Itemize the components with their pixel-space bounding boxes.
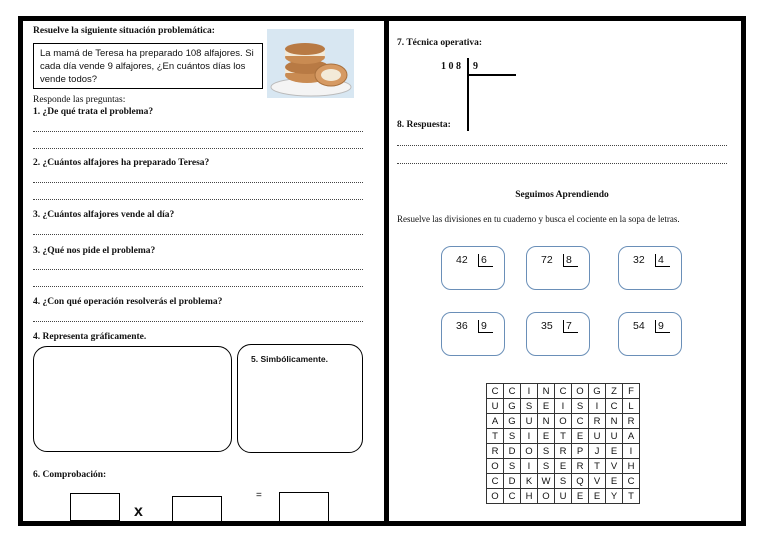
divisor-value: 6 bbox=[478, 254, 493, 267]
question-5: 5. Simbólicamente. bbox=[251, 354, 328, 364]
word-search-cell[interactable]: I bbox=[521, 429, 538, 444]
answer-line[interactable] bbox=[33, 199, 363, 200]
word-search-cell[interactable]: F bbox=[623, 384, 640, 399]
dividend-value: 54 bbox=[633, 320, 645, 332]
page-divider bbox=[384, 16, 389, 526]
word-search-cell[interactable]: Y bbox=[606, 489, 623, 504]
word-search-cell[interactable]: V bbox=[606, 459, 623, 474]
alfajores-image bbox=[267, 29, 354, 98]
question-4b: 4. Representa gráficamente. bbox=[33, 332, 147, 342]
equals-sign: = bbox=[256, 490, 262, 501]
word-search-cell[interactable]: G bbox=[504, 414, 521, 429]
answer-line[interactable] bbox=[33, 234, 363, 235]
question-2: 2. ¿Cuántos alfajores ha preparado Teresa? bbox=[33, 158, 210, 168]
word-search-cell[interactable]: J bbox=[589, 444, 606, 459]
divisor-value: 9 bbox=[478, 320, 493, 333]
question-6: 6. Comprobación: bbox=[33, 470, 107, 480]
word-search-cell[interactable]: T bbox=[487, 429, 504, 444]
answer-intro: Responde las preguntas: bbox=[33, 95, 126, 105]
word-search-row bbox=[487, 474, 640, 489]
dividend-value: 36 bbox=[456, 320, 468, 332]
word-search-cell[interactable]: C bbox=[623, 474, 640, 489]
answer-line[interactable] bbox=[397, 163, 727, 164]
word-search-row bbox=[487, 429, 640, 444]
word-search-cell[interactable]: H bbox=[623, 459, 640, 474]
word-search-row bbox=[487, 444, 640, 459]
division-card[interactable] bbox=[618, 246, 682, 290]
word-search-cell[interactable]: C bbox=[504, 489, 521, 504]
word-search-row bbox=[487, 399, 640, 414]
word-search-cell[interactable]: R bbox=[487, 444, 504, 459]
instruction: Resuelve las divisiones en tu cuaderno y busca el cociente en la sopa de letras. bbox=[397, 214, 680, 224]
word-search-cell[interactable]: E bbox=[589, 489, 606, 504]
word-search-cell[interactable]: U bbox=[606, 429, 623, 444]
word-search-cell[interactable]: E bbox=[572, 429, 589, 444]
word-search-row bbox=[487, 459, 640, 474]
question-3b: 3. ¿Qué nos pide el problema? bbox=[33, 246, 156, 256]
question-1: 1. ¿De qué trata el problema? bbox=[33, 107, 154, 117]
question-7: 7. Técnica operativa: bbox=[397, 38, 483, 48]
answer-line[interactable] bbox=[33, 269, 363, 270]
word-search-cell[interactable]: S bbox=[504, 429, 521, 444]
word-search-cell[interactable]: P bbox=[572, 444, 589, 459]
division-card[interactable] bbox=[441, 246, 505, 290]
answer-line[interactable] bbox=[33, 131, 363, 132]
check-box-1[interactable] bbox=[70, 493, 120, 521]
word-search-cell[interactable]: I bbox=[521, 459, 538, 474]
word-search-cell[interactable]: U bbox=[589, 429, 606, 444]
word-search-cell[interactable]: E bbox=[572, 489, 589, 504]
dividend-value: 42 bbox=[456, 254, 468, 266]
word-search-cell[interactable]: D bbox=[504, 444, 521, 459]
word-search-row bbox=[487, 384, 640, 399]
word-search-cell[interactable]: Z bbox=[606, 384, 623, 399]
answer-line[interactable] bbox=[397, 145, 727, 146]
word-search-cell[interactable]: O bbox=[538, 489, 555, 504]
word-search-cell[interactable]: S bbox=[521, 399, 538, 414]
word-search-cell[interactable]: U bbox=[521, 414, 538, 429]
word-search-cell[interactable]: G bbox=[504, 399, 521, 414]
word-search-cell[interactable]: U bbox=[555, 489, 572, 504]
word-search-cell[interactable]: I bbox=[589, 399, 606, 414]
divisor-value: 9 bbox=[655, 320, 670, 333]
division-card[interactable] bbox=[618, 312, 682, 356]
word-search-cell[interactable]: N bbox=[538, 384, 555, 399]
answer-line[interactable] bbox=[33, 148, 363, 149]
word-search-cell[interactable]: C bbox=[504, 384, 521, 399]
dividend-value: 72 bbox=[541, 254, 553, 266]
word-search-cell[interactable]: T bbox=[589, 459, 606, 474]
division-bracket-horizontal bbox=[468, 74, 516, 76]
word-search-cell[interactable]: E bbox=[538, 399, 555, 414]
word-search-cell[interactable]: O bbox=[521, 444, 538, 459]
word-search-cell[interactable]: H bbox=[521, 489, 538, 504]
question-4a: 4. ¿Con qué operación resolverás el problema? bbox=[33, 297, 223, 307]
times-sign: x bbox=[134, 503, 143, 520]
word-search-cell[interactable]: C bbox=[606, 399, 623, 414]
word-search-row bbox=[487, 489, 640, 504]
divisor-value: 8 bbox=[563, 254, 578, 267]
word-search-grid[interactable] bbox=[486, 383, 640, 504]
word-search-cell[interactable]: O bbox=[487, 489, 504, 504]
word-search-cell[interactable]: E bbox=[538, 429, 555, 444]
symbolic-answer-box[interactable] bbox=[237, 344, 363, 453]
answer-line[interactable] bbox=[33, 182, 363, 183]
problem-text: La mamá de Teresa ha preparado 108 alfajores. Si cada día vende 9 alfajores, ¿En cuántos días los vende todos? bbox=[40, 48, 254, 85]
divisor-value: 7 bbox=[563, 320, 578, 333]
word-search-row bbox=[487, 414, 640, 429]
word-search-cell[interactable]: S bbox=[504, 459, 521, 474]
divisor-value: 4 bbox=[655, 254, 670, 267]
check-box-2[interactable] bbox=[172, 496, 222, 524]
division-bracket-vertical bbox=[467, 58, 469, 131]
answer-line[interactable] bbox=[33, 286, 363, 287]
word-search-cell[interactable]: C bbox=[487, 384, 504, 399]
word-search-cell[interactable]: K bbox=[521, 474, 538, 489]
word-search-cell[interactable]: E bbox=[606, 474, 623, 489]
division-card[interactable] bbox=[441, 312, 505, 356]
word-search-cell[interactable]: R bbox=[555, 444, 572, 459]
word-search-cell[interactable]: N bbox=[538, 414, 555, 429]
word-search-cell[interactable]: C bbox=[572, 414, 589, 429]
graphic-answer-box[interactable] bbox=[33, 346, 232, 452]
question-3a: 3. ¿Cuántos alfajores vende al día? bbox=[33, 210, 175, 220]
word-search-cell[interactable]: A bbox=[623, 429, 640, 444]
word-search-cell[interactable]: L bbox=[623, 399, 640, 414]
word-search-cell[interactable]: E bbox=[606, 444, 623, 459]
word-search-cell[interactable]: E bbox=[555, 459, 572, 474]
word-search-cell[interactable]: N bbox=[606, 414, 623, 429]
left-heading: Resuelve la siguiente situación problemática: bbox=[33, 26, 215, 36]
word-search-cell[interactable]: S bbox=[555, 474, 572, 489]
word-search-cell[interactable]: G bbox=[589, 384, 606, 399]
word-search-cell[interactable]: I bbox=[521, 384, 538, 399]
word-search-cell[interactable]: I bbox=[555, 399, 572, 414]
divisor: 9 bbox=[473, 61, 478, 72]
word-search-cell[interactable]: D bbox=[504, 474, 521, 489]
word-search-cell[interactable]: S bbox=[538, 459, 555, 474]
dividend-value: 35 bbox=[541, 320, 553, 332]
word-search-cell[interactable]: O bbox=[487, 459, 504, 474]
word-search-cell[interactable]: A bbox=[487, 414, 504, 429]
word-search-cell[interactable]: O bbox=[572, 384, 589, 399]
division-card[interactable] bbox=[526, 246, 590, 290]
word-search-cell[interactable]: C bbox=[487, 474, 504, 489]
word-search-cell[interactable]: C bbox=[555, 384, 572, 399]
word-search-cell[interactable]: R bbox=[589, 414, 606, 429]
dividend: 1 0 8 bbox=[441, 61, 461, 72]
word-search-cell[interactable]: R bbox=[623, 414, 640, 429]
question-8: 8. Respuesta: bbox=[397, 120, 451, 130]
word-search-cell[interactable]: V bbox=[589, 474, 606, 489]
check-box-3[interactable] bbox=[279, 492, 329, 522]
word-search-cell[interactable]: I bbox=[623, 444, 640, 459]
word-search-cell[interactable]: S bbox=[572, 399, 589, 414]
section-title: Seguimos Aprendiendo bbox=[515, 190, 609, 200]
word-search-cell[interactable]: U bbox=[487, 399, 504, 414]
word-search-cell[interactable]: T bbox=[623, 489, 640, 504]
problem-box bbox=[33, 43, 263, 89]
word-search-cell[interactable]: O bbox=[555, 414, 572, 429]
word-search-cell[interactable]: W bbox=[538, 474, 555, 489]
word-search-cell[interactable]: T bbox=[555, 429, 572, 444]
word-search-cell[interactable]: S bbox=[538, 444, 555, 459]
answer-line[interactable] bbox=[33, 321, 363, 322]
division-card[interactable] bbox=[526, 312, 590, 356]
word-search-cell[interactable]: R bbox=[572, 459, 589, 474]
dividend-value: 32 bbox=[633, 254, 645, 266]
word-search-cell[interactable]: Q bbox=[572, 474, 589, 489]
